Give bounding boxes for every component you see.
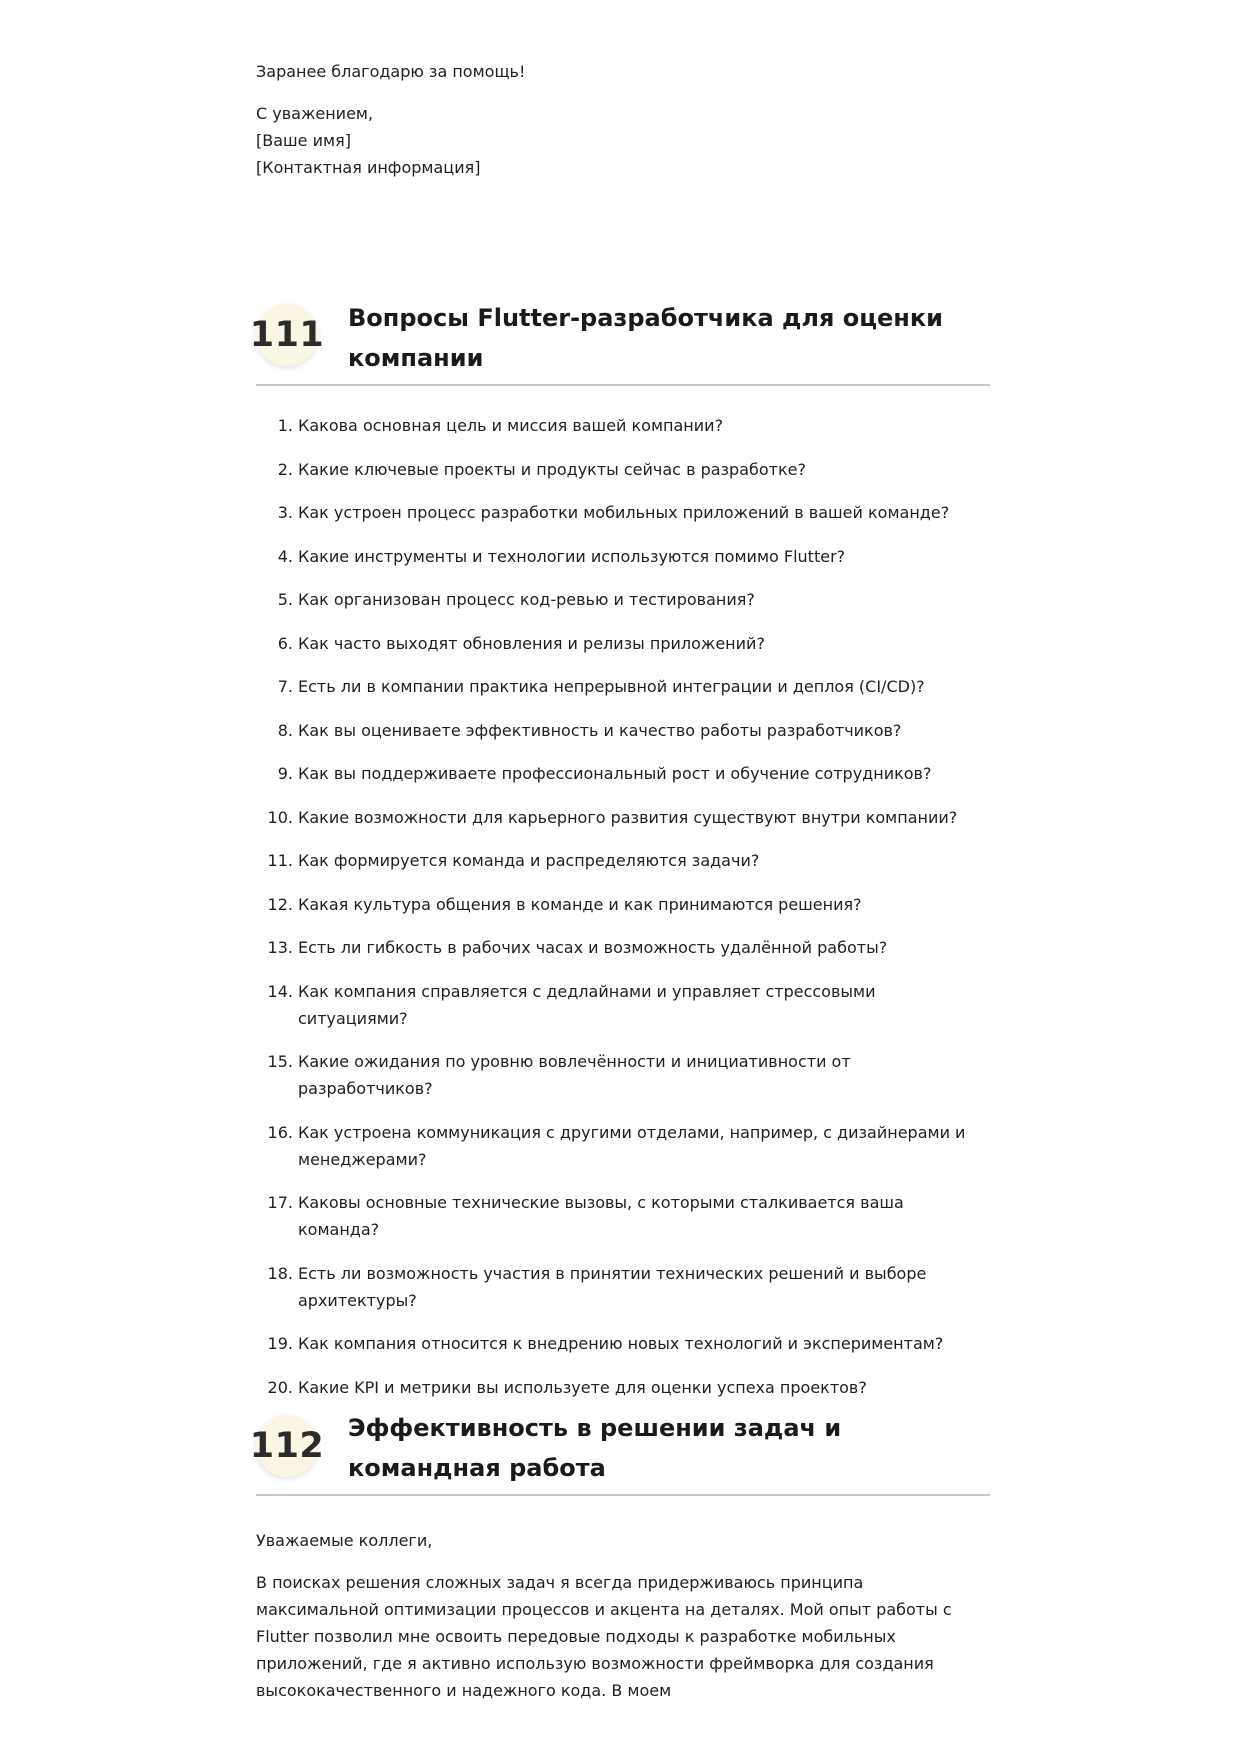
list-item (256, 630, 990, 657)
list-item-text: Как часто выходят обновления и релизы приложений? (298, 633, 765, 653)
list-item-text: Как устроена коммуникация с другими отделами, например, с дизайнерами и менеджерами? (298, 1122, 966, 1169)
list-item-text: Какие возможности для карьерного развития существуют внутри компании? (298, 807, 958, 827)
regards-line: С уважением, (256, 104, 374, 123)
list-item-number: 5. (277, 590, 293, 609)
list-item-number: 12. (267, 894, 293, 914)
list-item-text: Есть ли гибкость в рабочих часах и возможность удалённой работы? (298, 938, 888, 957)
list-item-number: 4. (277, 546, 293, 566)
list-item (256, 1119, 990, 1173)
list-item-text: Как вы оцениваете эффективность и качество работы разработчиков? (298, 720, 902, 740)
list-item (256, 456, 990, 483)
list-item-text: Как вы поддерживаете профессиональный рост и обучение сотрудников? (298, 764, 932, 783)
list-item-number: 16. (267, 1122, 293, 1142)
question-list (256, 412, 990, 1417)
list-item-text: Как организован процесс код-ревью и тестирования? (298, 590, 755, 609)
list-item (256, 1330, 990, 1357)
list-item-text: Какая культура общения в команде и как принимаются решения? (298, 894, 862, 914)
list-item (256, 673, 990, 700)
section-number-badge: 111 (256, 304, 318, 366)
list-item-number: 1. (277, 416, 293, 435)
list-item (256, 978, 990, 1032)
list-item-number: 11. (267, 851, 293, 870)
list-item-number: 8. (277, 720, 293, 740)
thanks-line: Заранее благодарю за помощь! (256, 62, 526, 81)
list-item-number: 14. (267, 981, 293, 1001)
list-item (256, 847, 990, 874)
list-item-text: Какие инструменты и технологии используются помимо Flutter? (298, 546, 846, 566)
list-item-text: Как формируется команда и распределяются задачи? (298, 851, 760, 870)
list-item-number: 7. (277, 677, 293, 696)
body-paragraph: В поисках решения сложных задач я всегда придерживаюсь принципа максимальной оптимизации процессов и акцента на деталях. Мой опыт работы с Flutter позволил мне освоить передовые подходы к разработке мобильных приложений, где я активно использую возможности фреймворка для создания высококачественного и надежного кода. В моем (256, 1573, 952, 1700)
list-item-number: 15. (267, 1052, 293, 1071)
list-item-number: 3. (277, 503, 293, 522)
list-item-text: Как компания справляется с дедлайнами и управляет стрессовыми ситуациями? (298, 981, 876, 1028)
section-header-111 (249, 290, 990, 386)
list-item (256, 412, 990, 439)
list-item (256, 1374, 990, 1401)
contact-placeholder: [Контактная информация] (256, 158, 481, 177)
list-item (256, 1048, 990, 1102)
list-item-text: Каковы основные технические вызовы, с которыми сталкивается ваша команда? (298, 1193, 904, 1239)
greeting-line: Уважаемые коллеги, (256, 1531, 433, 1550)
list-item (256, 717, 990, 744)
list-item (256, 1260, 990, 1314)
list-item-number: 17. (267, 1193, 293, 1212)
list-item-text: Как устроен процесс разработки мобильных приложений в вашей команде? (298, 503, 950, 522)
section-title: Эффективность в решении задач и командная работа (348, 1414, 842, 1482)
list-item-number: 19. (267, 1334, 293, 1353)
section-body (256, 1527, 990, 1704)
list-item-text: Какие ключевые проекты и продукты сейчас в разработке? (298, 459, 806, 479)
list-item-number: 20. (267, 1377, 293, 1397)
list-item-text: Какова основная цель и миссия вашей компании? (298, 416, 724, 435)
list-item-text: Есть ли возможность участия в принятии технических решений и выборе архитектуры? (298, 1263, 927, 1310)
section-header-112 (249, 1402, 990, 1496)
list-item-number: 2. (277, 459, 293, 479)
list-item (256, 891, 990, 918)
list-item (256, 586, 990, 613)
list-item-number: 18. (267, 1263, 293, 1283)
section-title: Вопросы Flutter-разработчика для оценки компании (348, 304, 943, 372)
section-number-badge: 112 (256, 1415, 318, 1477)
list-item-text: Есть ли в компании практика непрерывной интеграции и деплоя (CI/CD)? (298, 677, 925, 696)
list-item (256, 804, 990, 831)
list-item-number: 13. (267, 938, 293, 957)
list-item-number: 6. (277, 633, 293, 653)
list-item-number: 10. (267, 807, 293, 827)
letter-closing (256, 58, 990, 181)
list-item-text: Как компания относится к внедрению новых технологий и экспериментам? (298, 1334, 944, 1353)
list-item-number: 9. (277, 764, 293, 783)
list-item-text: Какие ожидания по уровню вовлечённости и инициативности от разработчиков? (298, 1052, 851, 1098)
list-item-text: Какие KPI и метрики вы используете для оценки успеха проектов? (298, 1377, 867, 1397)
list-item (256, 543, 990, 570)
list-item (256, 760, 990, 787)
name-placeholder: [Ваше имя] (256, 131, 351, 150)
list-item (256, 1189, 990, 1243)
list-item (256, 499, 990, 526)
list-item (256, 934, 990, 961)
